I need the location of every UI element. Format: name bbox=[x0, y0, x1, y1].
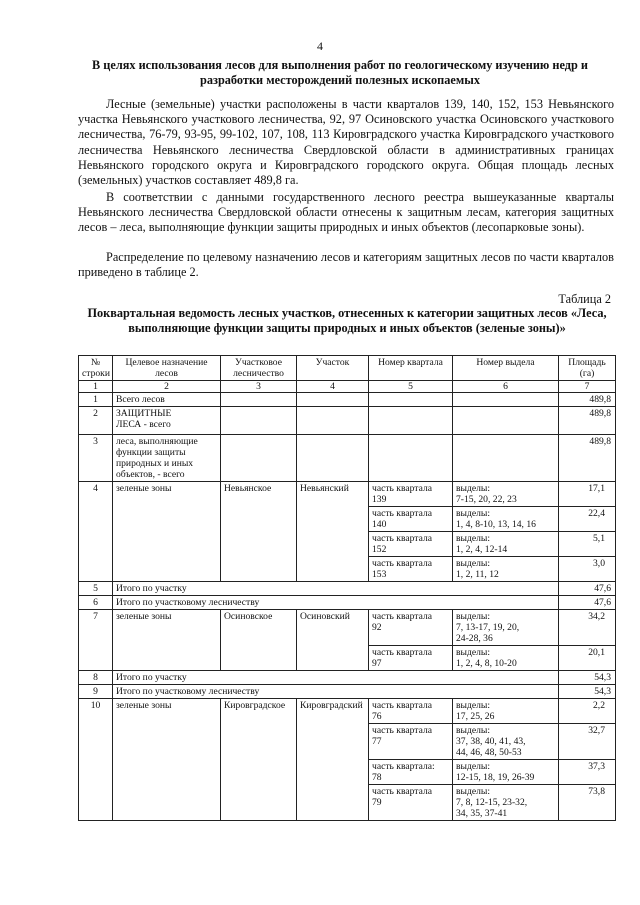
table-label: Таблица 2 bbox=[558, 292, 611, 306]
area-cell: 489,8 bbox=[559, 435, 616, 482]
area-cell: 489,8 bbox=[559, 407, 616, 435]
area-cell: 47,6 bbox=[559, 582, 616, 596]
area-cell: 54,3 bbox=[559, 685, 616, 699]
area-cell: 32,7 bbox=[559, 724, 616, 760]
row-number: 3 bbox=[79, 435, 113, 482]
quarter-cell: часть квартала 153 bbox=[369, 557, 453, 582]
quarter-cell: часть квартала 76 bbox=[369, 699, 453, 724]
header-row-number: № строки bbox=[79, 356, 113, 381]
purpose-cell: ЗАЩИТНЫЕ ЛЕСА - всего bbox=[113, 407, 221, 435]
empty-cell bbox=[297, 435, 369, 482]
site-cell: Невьянский bbox=[297, 482, 369, 582]
plots-cell: выделы: 12-15, 18, 19, 26-39 bbox=[453, 760, 559, 785]
empty-cell bbox=[297, 393, 369, 407]
table-row bbox=[79, 393, 616, 407]
plots-cell: выделы: 1, 4, 8-10, 13, 14, 16 bbox=[453, 507, 559, 532]
table-row bbox=[79, 435, 616, 482]
table-index-row bbox=[79, 381, 616, 393]
empty-cell bbox=[369, 435, 453, 482]
empty-cell bbox=[297, 407, 369, 435]
empty-cell bbox=[369, 407, 453, 435]
paragraph-distribution: Распределение по целевому назначению лесов и категориям защитных лесов по части кварталов приведено в таблице 2. bbox=[78, 250, 614, 280]
area-cell: 17,1 bbox=[559, 482, 616, 507]
forestry-cell: Осиновское bbox=[221, 610, 297, 671]
section-heading: В целях использования лесов для выполнения работ по геологическому изучению недр и разработки месторождений полезных ископаемых bbox=[92, 58, 588, 87]
quarter-cell: часть квартала 152 bbox=[369, 532, 453, 557]
subtotal-row bbox=[79, 671, 616, 685]
purpose-cell: Всего лесов bbox=[113, 393, 221, 407]
row-number: 8 bbox=[79, 671, 113, 685]
area-cell: 34,2 bbox=[559, 610, 616, 646]
subtotal-label: Итого по участку bbox=[113, 671, 559, 685]
quarter-cell: часть квартала 77 bbox=[369, 724, 453, 760]
index-cell: 6 bbox=[453, 381, 559, 393]
purpose-cell: зеленые зоны bbox=[113, 482, 221, 582]
area-cell: 22,4 bbox=[559, 507, 616, 532]
purpose-cell: зеленые зоны bbox=[113, 699, 221, 821]
row-number: 5 bbox=[79, 582, 113, 596]
table-header-row bbox=[79, 356, 616, 381]
plots-cell: выделы: 1, 2, 11, 12 bbox=[453, 557, 559, 582]
quarter-cell: часть квартала 79 bbox=[369, 785, 453, 821]
area-cell: 73,8 bbox=[559, 785, 616, 821]
quarter-cell: часть квартала 92 bbox=[369, 610, 453, 646]
purpose-cell: леса, выполняющие функции защиты природных и иных объектов, - всего bbox=[113, 435, 221, 482]
forestry-cell: Кировградское bbox=[221, 699, 297, 821]
empty-cell bbox=[221, 393, 297, 407]
area-cell: 5,1 bbox=[559, 532, 616, 557]
subtotal-row bbox=[79, 582, 616, 596]
area-cell: 3,0 bbox=[559, 557, 616, 582]
plots-cell: выделы: 37, 38, 40, 41, 43, 44, 46, 48, 50-53 bbox=[453, 724, 559, 760]
quarter-cell: часть квартала 97 bbox=[369, 646, 453, 671]
area-cell: 37,3 bbox=[559, 760, 616, 785]
empty-cell bbox=[221, 435, 297, 482]
empty-cell bbox=[453, 407, 559, 435]
page-number: 4 bbox=[317, 39, 323, 53]
site-cell: Осиновский bbox=[297, 610, 369, 671]
empty-cell bbox=[453, 393, 559, 407]
forestry-cell: Невьянское bbox=[221, 482, 297, 582]
table-title: Поквартальная ведомость лесных участков, отнесенных к категории защитных лесов «Леса, выполняющие функции защиты природных и иных объектов (зеленые зоны)» bbox=[87, 306, 607, 335]
header-area: Площадь (га) bbox=[559, 356, 616, 381]
plots-cell: выделы: 7, 8, 12-15, 23-32, 34, 35, 37-41 bbox=[453, 785, 559, 821]
quarter-cell: часть квартала: 78 bbox=[369, 760, 453, 785]
header-site: Участок bbox=[297, 356, 369, 381]
plots-cell: выделы: 7-15, 20, 22, 23 bbox=[453, 482, 559, 507]
empty-cell bbox=[453, 435, 559, 482]
subtotal-row bbox=[79, 685, 616, 699]
header-quarter: Номер квартала bbox=[369, 356, 453, 381]
subtotal-label: Итого по участковому лесничеству bbox=[113, 596, 559, 610]
row-number: 6 bbox=[79, 596, 113, 610]
purpose-cell: зеленые зоны bbox=[113, 610, 221, 671]
index-cell: 4 bbox=[297, 381, 369, 393]
quarter-cell: часть квартала 139 bbox=[369, 482, 453, 507]
area-cell: 20,1 bbox=[559, 646, 616, 671]
subtotal-row bbox=[79, 596, 616, 610]
header-purpose: Целевое назначение лесов bbox=[113, 356, 221, 381]
index-cell: 1 bbox=[79, 381, 113, 393]
area-cell: 47,6 bbox=[559, 596, 616, 610]
row-number: 9 bbox=[79, 685, 113, 699]
header-forestry: Участковое лесничество bbox=[221, 356, 297, 381]
plots-cell: выделы: 1, 2, 4, 8, 10-20 bbox=[453, 646, 559, 671]
empty-cell bbox=[221, 407, 297, 435]
paragraph-location: Лесные (земельные) участки расположены в части кварталов 139, 140, 152, 153 Невьянского участка Невьянского участкового лесничества, 92, 97 Осиновского участка Осиновского участкового лесничества, 76-79, 93-95, 99-102, 107, 108, 113 Кировградского участка Кировградского участкового лесничества Невьянского лесничества Свердловской области в административных границах Невьянского городского округа и Кировградского городского округа. Общая площадь лесных (земельных) участков составляет 489,8 га. bbox=[78, 97, 614, 188]
row-number: 7 bbox=[79, 610, 113, 671]
paragraph-protection: В соответствии с данными государственного лесного реестра вышеуказанные кварталы Невьянского лесничества Свердловской области отнесены к защитным лесам, категория защитных лесов – леса, выполняющие функции защиты природных и иных объектов (лесопарковые зоны). bbox=[78, 190, 614, 235]
header-plots: Номер выдела bbox=[453, 356, 559, 381]
row-number: 2 bbox=[79, 407, 113, 435]
area-cell: 54,3 bbox=[559, 671, 616, 685]
index-cell: 7 bbox=[559, 381, 616, 393]
plots-cell: выделы: 7, 13-17, 19, 20, 24-28, 36 bbox=[453, 610, 559, 646]
table-row bbox=[79, 407, 616, 435]
area-cell: 489,8 bbox=[559, 393, 616, 407]
table-row bbox=[79, 482, 616, 507]
subtotal-label: Итого по участковому лесничеству bbox=[113, 685, 559, 699]
quarter-cell: часть квартала 140 bbox=[369, 507, 453, 532]
index-cell: 2 bbox=[113, 381, 221, 393]
row-number: 10 bbox=[79, 699, 113, 821]
empty-cell bbox=[369, 393, 453, 407]
row-number: 1 bbox=[79, 393, 113, 407]
forest-plots-table bbox=[78, 355, 616, 821]
index-cell: 3 bbox=[221, 381, 297, 393]
plots-cell: выделы: 17, 25, 26 bbox=[453, 699, 559, 724]
subtotal-label: Итого по участку bbox=[113, 582, 559, 596]
site-cell: Кировградский bbox=[297, 699, 369, 821]
area-cell: 2,2 bbox=[559, 699, 616, 724]
plots-cell: выделы: 1, 2, 4, 12-14 bbox=[453, 532, 559, 557]
index-cell: 5 bbox=[369, 381, 453, 393]
row-number: 4 bbox=[79, 482, 113, 582]
table-row bbox=[79, 610, 616, 646]
table-row bbox=[79, 699, 616, 724]
